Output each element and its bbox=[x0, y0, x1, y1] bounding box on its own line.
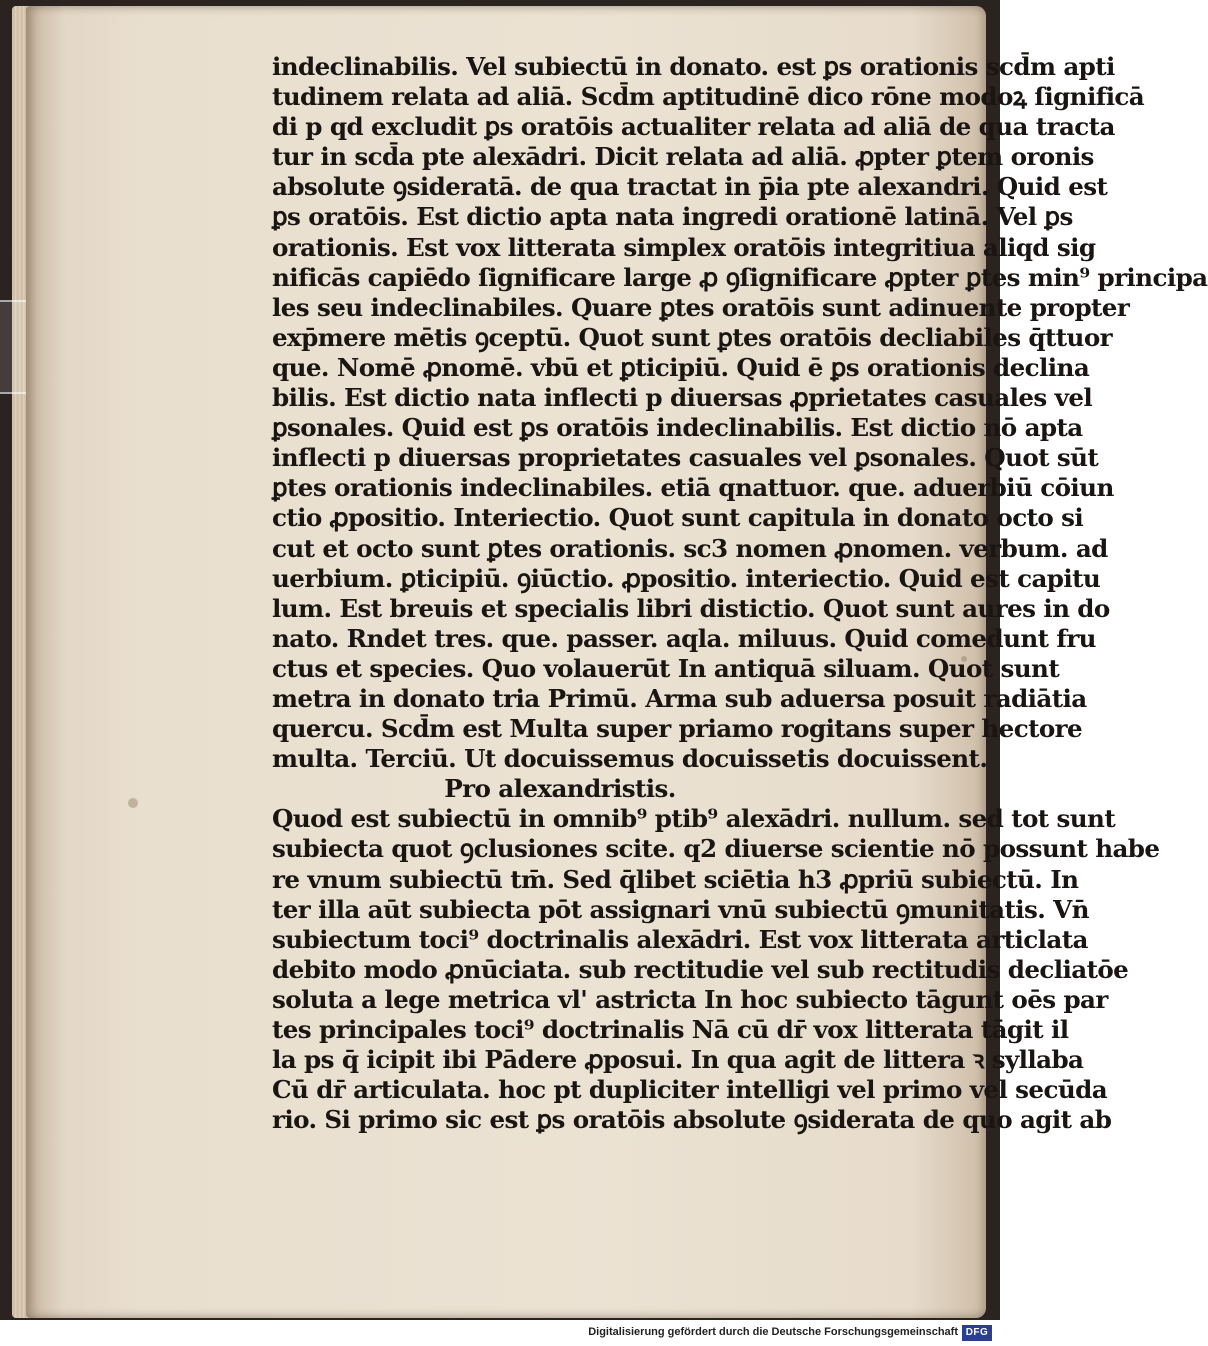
text-line: metra in donato tria Primū. Arma sub aduersa posuit radiātia bbox=[272, 683, 1087, 713]
text-line: la ps q̄ icipit ibi Pādere ꝓposui. In qua agit de littera ꝛ syllaba bbox=[272, 1045, 1084, 1075]
text-line: orationis. Est vox litterata simplex oratōis integritiua aliqd sig bbox=[272, 232, 1096, 262]
text-line: subiecta quot ꝯclusiones scite. q2 diuerse scientie nō possunt habe bbox=[272, 834, 1160, 864]
text-line: di p qd excludit ꝑs oratōis actualiter relata ad aliā de qua tracta bbox=[272, 112, 1115, 142]
text-line: ꝑtes orationis indeclinabiles. etiā qnattuor. que. aduerbiū cōiun bbox=[272, 473, 1114, 503]
text-line: Cū dr̄ articulata. hoc pt dupliciter intelligi vel primo vel secūda bbox=[272, 1075, 1108, 1105]
text-line: les seu indeclinabiles. Quare ꝑtes oratōis sunt adinuente propter bbox=[272, 292, 1130, 322]
text-line: ꝑsonales. Quid est ꝑs oratōis indeclinabilis. Est dictio nō apta bbox=[272, 413, 1083, 443]
text-line: debito modo ꝓnūciata. sub rectitudie vel sub rectitudis decliatōe bbox=[272, 954, 1129, 984]
paper-stain bbox=[128, 798, 138, 808]
text-line: cut et octo sunt ꝑtes orationis. sc3 nomen ꝓnomen. verbum. ad bbox=[272, 533, 1108, 563]
text-line: quercu. Scd̄m est Multa super priamo rogitans super hectore bbox=[272, 714, 1083, 744]
text-line: nato. Rndet tres. que. passer. aqla. miluus. Quid comedunt fru bbox=[272, 623, 1096, 653]
footer-credit: Digitalisierung gefördert durch die Deutsche Forschungsgemeinschaft bbox=[588, 1326, 958, 1338]
printed-text-block bbox=[272, 52, 1208, 1135]
text-line: subiectum toci⁹ doctrinalis alexādri. Est vox litterata articlata bbox=[272, 924, 1088, 954]
text-line: rio. Si primo sic est ꝑs oratōis absolute ꝯsiderata de quo agit ab bbox=[272, 1105, 1112, 1135]
text-line: ꝑs oratōis. Est dictio apta nata ingredi orationē latinā. Vel ꝑs bbox=[272, 202, 1073, 232]
text-line: nificās capiēdo ſignificare large ꝓ ꝯſignificare ꝓpter ꝑtes min⁹ principa bbox=[272, 262, 1208, 292]
text-line: tes principales toci⁹ doctrinalis Nā cū dr̄ vox litterata tāgit il bbox=[272, 1015, 1069, 1044]
text-line: que. Nomē ꝓnomē. vbū et ꝑticipiū. Quid ē ꝑs orationis declina bbox=[272, 352, 1090, 382]
text-line: ctus et species. Quo volauerūt In antiquā siluam. Quot sunt bbox=[272, 653, 1060, 683]
text-line: inflecti p diuersas proprietates casuales vel ꝑsonales. Quot sūt bbox=[272, 443, 1099, 473]
text-line: tur in scd̄a pte alexādri. Dicit relata ad aliā. ꝓpter ꝑtem oronis bbox=[272, 142, 1094, 172]
text-line: Quod est subiectū in omnib⁹ ptib⁹ alexādri. nullum. sed tot sunt bbox=[272, 804, 1116, 834]
text-line: exp̄mere mētis ꝯceptū. Quot sunt ꝑtes oratōis decliabiles q̄ttuor bbox=[272, 322, 1112, 352]
text-line: uerbium. ꝑticipiū. ꝯiūctio. ꝓpositio. interiectio. Quid est capitu bbox=[272, 563, 1101, 593]
text-line: ter illa aūt subiecta pōt assignari vnū subiectū ꝯmunitatis. Vn̄ bbox=[272, 894, 1089, 924]
footer-bar bbox=[0, 1322, 1000, 1346]
text-line: indeclinabilis. Vel subiectū in donato. est ꝑs orationis scd̄m apti bbox=[272, 52, 1115, 81]
text-line: multa. Terciū. Ut docuissemus docuissetis docuissent. bbox=[272, 744, 988, 774]
text-line: ctio ꝓpositio. Interiectio. Quot sunt capitula in donato octo si bbox=[272, 503, 1084, 533]
text-line: soluta a lege metrica vl' astricta In hoc subiecto tāgunt oēs par bbox=[272, 984, 1108, 1014]
text-line: tudinem relata ad aliā. Scd̄m aptitudinē dico rōne modoꝝ ſignificā bbox=[272, 82, 1145, 112]
text-line: re vnum subiectū tm̄. Sed q̄libet sciētia h3 ꝓpriū subiectū. In bbox=[272, 864, 1079, 894]
dfg-logo: DFG bbox=[962, 1325, 992, 1341]
text-line: lum. Est breuis et specialis libri distictio. Quot sunt aures in do bbox=[272, 593, 1110, 623]
text-line: absolute ꝯsideratā. de qua tractat in p̄ia pte alexandri. Quid est bbox=[272, 172, 1108, 202]
text-line: bilis. Est dictio nata inflecti p diuersas ꝓprietates casuales vel bbox=[272, 383, 1093, 413]
section-heading: Pro alexandristis. bbox=[444, 774, 676, 804]
